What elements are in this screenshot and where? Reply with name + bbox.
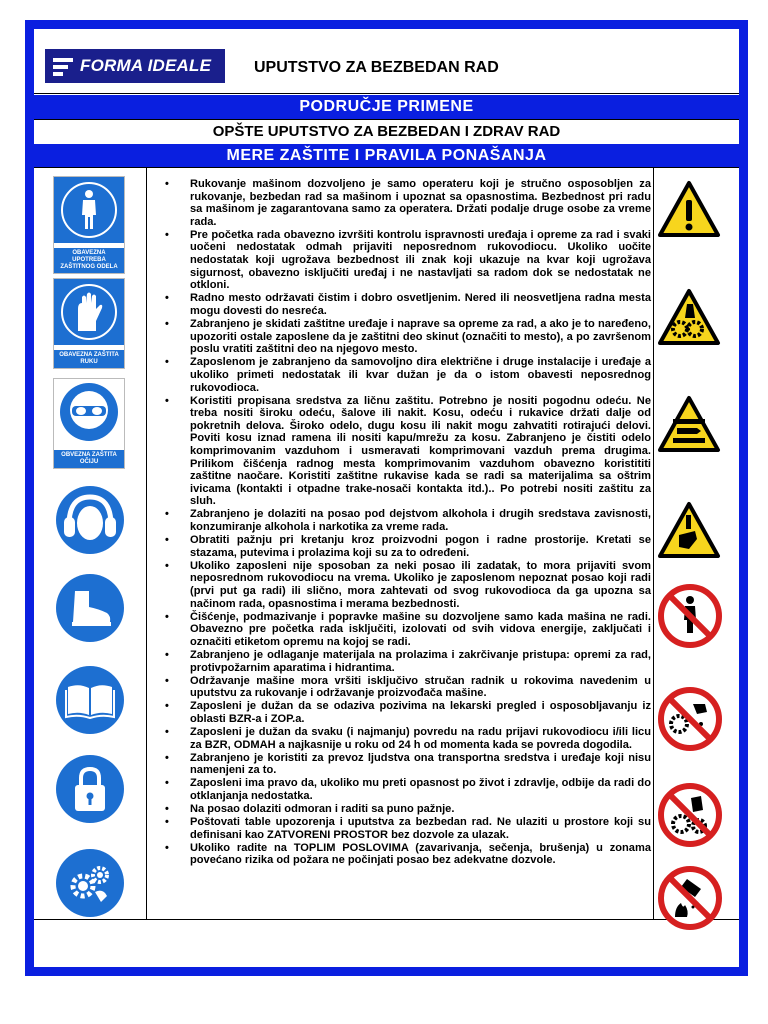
rule-item: • Ukoliko zaposleni nije sposoban za neki posao ili zadatak, to mora prijaviti svom neposrednom rukovodiocu na vrema. Ukoliko je zaposlenom nepoznat posao koji radi (prvi put ga radi) ili slično, mora zahtevati od svog rukovodioca da ga upozna sa načinom rada, opasnostima i merama bezbednosti.: [165, 560, 651, 610]
hand-injury-warning-icon: [657, 501, 721, 559]
rules-list: [165, 178, 651, 867]
protective-gloves-sign: [53, 278, 125, 369]
no-water-on-fire-icon: [657, 865, 723, 931]
rule-item: • Zabranjeno je koristiti za prevoz ljudstva ona transportna sredstva i uređaje koji nisu namenjeni za to.: [165, 752, 651, 777]
rule-item: • Rukovanje mašinom dozvoljeno je samo operateru koji je stručno osposobljen za rukovanje, bezbedan rad sa mašinom i upoznat sa opasnostima. Bezbednost pri radu sa mašinom je zagarantovana samo za operatera. Držati podalje druge osobe za vreme rada.: [165, 178, 651, 228]
rule-item: • Pre početka rada obavezno izvršiti kontrolu ispravnosti uređaja i opreme za rad i svaki uočeni nedostatak odmah prijaviti neposrednom rukovodiocu. Ukoliko uočite nedostatak koji ugrožava bezbednost ili znak koji ukazuje na kvar koji ugrožava sigurnost, obavezno isključiti uređaj i ne nastavljati sa radom dok se nedostatak ne otkloni.: [165, 229, 651, 292]
read-manual-icon: [55, 665, 125, 735]
no-reaching-into-machine-icon: [657, 782, 723, 848]
rule-item: • Na posao dolaziti odmoran i raditi sa puno pažnje.: [165, 803, 651, 816]
hazard-signs-column: [653, 168, 739, 919]
rule-item: • Zabranjeno je skidati zaštitne uređaje i naprave sa opreme za rad, a ako je to naređeno, upozoriti ostale zaposlene da je zaštitni deo skinut (označiti to mesto), a po završenom poslu vratiti zaštitni deo na njegovo mesto.: [165, 318, 651, 356]
rule-item: • Radno mesto održavati čistim i dobro osvetljenim. Nered ili neosvetljena radna mesta mogu dovesti do nesreća.: [165, 292, 651, 317]
machine-gears-icon: [55, 848, 125, 918]
rule-item: • Zabranjeno je odlaganje materijala na prolazima i zakrčivanje pristupa: opremi za rad, protivpožarnim aparatima i hidrantima.: [165, 649, 651, 674]
rule-item: • Zaposlenom je zabranjeno da samovoljno dira električne i druge instalacije i uređaje a ukoliko primeti nedostatak ili kvar dužan je da o istom obavesti neposrednog rukovodioca.: [165, 356, 651, 394]
document-title: UPUTSTVO ZA BEZBEDAN RAD: [254, 59, 499, 76]
safety-boot-icon: [55, 573, 125, 643]
rule-item: • Zaposleni ima pravo da, ukoliko mu preti opasnost po život i zdravlje, odbije da radi do otklanjanja nedostatka.: [165, 777, 651, 802]
gear-entanglement-warning-icon: [657, 288, 721, 346]
mandatory-signs-column: [34, 168, 147, 919]
protective-gloves-icon: [54, 279, 124, 345]
rule-item: • Zaposleni je dužan da svaku (i najmanju) povredu na radu prijavi rukovodiocu i/ili licu za BZR, ODMAH a najkasnije u roku od 24 h od momenta kada se povreda dogodila.: [165, 726, 651, 751]
crushing-hazard-warning-icon: [657, 395, 721, 453]
rule-item: • Zaposleni je dužan da se odaziva pozivima na lekarski pregled i osposobljavanju iz oblasti BZR-a i ZOP.a.: [165, 700, 651, 725]
rule-item: • Ukoliko radite na TOPLIM POSLOVIMA (zavarivanja, sečenja, brušenja) u zonama povećano rizika od požara ne počinjati posao bez adekvatne dozvole.: [165, 842, 651, 867]
document-header: [34, 29, 739, 94]
mandatory-sign-caption: OBVEZNA ZAŠTITA OČIJU: [54, 450, 124, 468]
general-warning-icon: [657, 180, 721, 238]
rule-item: • Poštovati table upozorenja i uputstva za bezbedan rad. Ne ulaziti u prostore koji su definisani kao ZATVORENI PROSTOR bez dozvole za ulazak.: [165, 816, 651, 841]
logo-text: FORMA IDEALE: [80, 56, 212, 75]
ear-protection-icon: [55, 485, 125, 555]
mandatory-sign-caption: OBAVEZNA UPOTREBA ZAŠTITNOG ODELA: [54, 248, 124, 273]
rules-table: [34, 167, 739, 920]
rule-item: • Čišćenje, podmazivanje i popravke mašine su dozvoljene samo kada mašina ne radi. Obavezno pre početka rada isključiti, izolovati od svih vidova energije, zaključati i označiti etiketom opremu na kojoj se radi.: [165, 611, 651, 649]
scope-heading: PODRUČJE PRIMENE: [34, 95, 739, 119]
rule-item: • Koristiti propisana sredstva za ličnu zaštitu. Potrebno je nositi pogodnu odeću. Ne treba nositi široku odeću, šalove ili nakit. Kosu, odeću i rukavice držati dalje od pokretnih delova. Široko odelo, dugu kosu ili nakit mogu zahvatiti rotirajući delovi. Poviti kosu iznad ramena ili nositi kapu/mrežu za kosu. Zabranjeno je čistiti odelo komprimovanim vazduhom i usmeravati komprimovani vazduh prema drugima. Prilikom čišćenja radnog mesta komprimovanim vazduhom obavezno koristititi zaštitne naočare. Koristiti zaštitne rukavise kada se radi sa materijalima sa oštrim ivicama (kontakti i otpadne trake-nosači kontakta itd.).. Po potrebi nositi zaštitu za sluh.: [165, 395, 651, 508]
no-unauthorized-persons-icon: [657, 583, 723, 649]
safety-goggles-sign: [53, 378, 125, 469]
document-frame: [25, 20, 748, 976]
rule-item: • Zabranjeno je dolaziti na posao pod dejstvom alkohola i drugih sredstava zavisnosti, konzumiranje alkohola i narkotika za vreme rada.: [165, 508, 651, 533]
protective-clothing-sign: [53, 176, 125, 274]
rules-column: [165, 178, 651, 868]
padlock-icon: [55, 754, 125, 824]
rule-item: • Obratiti pažnju pri kretanju kroz proizvodni pogon i radne prostorije. Kretati se stazama, putevima i prolazima koji su za to određeni.: [165, 534, 651, 559]
protective-clothing-icon: [54, 177, 124, 243]
measures-heading: MERE ZAŠTITE I PRAVILA PONAŠANJA: [34, 144, 739, 167]
company-logo: [45, 49, 225, 83]
safety-goggles-icon: [54, 379, 124, 445]
scope-value: OPŠTE UPUTSTVO ZA BEZBEDAN I ZDRAV RAD: [34, 119, 739, 145]
rule-item: • Održavanje mašine mora vršiti isključivo stručan radnik u rokovima navedenim u uputstvu za rukovanje i održavanje proizvođača mašine.: [165, 675, 651, 700]
mandatory-sign-caption: OBAVEZNA ZAŠTITA RUKU: [54, 350, 124, 368]
logo-mark-icon: [53, 56, 73, 76]
no-oiling-moving-parts-icon: [657, 686, 723, 752]
